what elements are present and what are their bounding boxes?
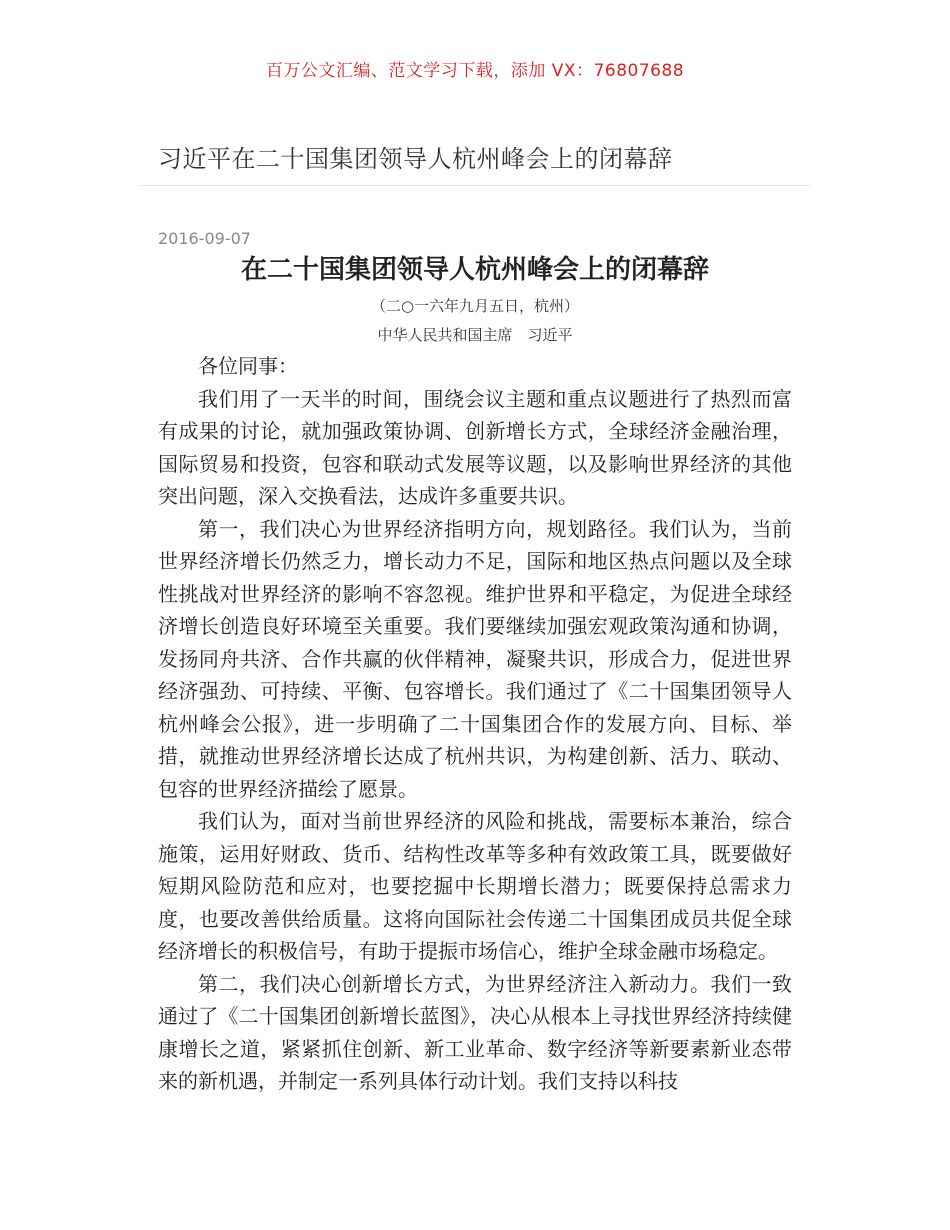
- article-body: [158, 250, 792, 1098]
- publish-date: 2016-09-07: [158, 229, 251, 248]
- page-title: 习近平在二十国集团领导人杭州峰会上的闭幕辞: [158, 145, 673, 173]
- article-headline: 在二十国集团领导人杭州峰会上的闭幕辞: [240, 255, 709, 285]
- article-dateline: （二○一六年九月五日，杭州）: [370, 297, 580, 315]
- promo-banner: 百万公文汇编、范文学习下载，添加 VX：76807688: [265, 61, 685, 81]
- paragraph: 我们用了一天半的时间，围绕会议主题和重点议题进行了热烈而富有成果的讨论，就加强政策协调、创新增长方式，全球经济金融治理，国际贸易和投资，包容和联动式发展等议题，以及影响世界经济的其他突出问题，深入交换看法，达成许多重要共识。: [158, 386, 792, 508]
- salutation: 各位同事：: [198, 354, 298, 378]
- paragraph: 我们认为，面对当前世界经济的风险和挑战，需要标本兼治，综合施策，运用好财政、货币、结构性改革等多种有效政策工具，既要做好短期风险防范和应对，也要挖掘中长期增长潜力；既要保持总需求力度，也要改善供给质量。这将向国际社会传递二十国集团成员共促全球经济增长的积极信号，有助于提振市场信心，维护全球金融市场稳定。: [158, 809, 792, 963]
- paragraph: 第二，我们决心创新增长方式，为世界经济注入新动力。我们一致通过了《二十国集团创新增长蓝图》，决心从根本上寻找世界经济持续健康增长之道，紧紧抓住创新、新工业革命、数字经济等新要素新业态带来的新机遇，并制定一系列具体行动计划。我们支持以科技: [158, 971, 792, 1093]
- title-divider: [140, 185, 810, 186]
- paragraph: 第一，我们决心为世界经济指明方向，规划路径。我们认为，当前世界经济增长仍然乏力，增长动力不足，国际和地区热点问题以及全球性挑战对世界经济的影响不容忽视。维护世界和平稳定，为促进全球经济增长创造良好环境至关重要。我们要继续加强宏观政策沟通和协调，发扬同舟共济、合作共赢的伙伴精神，凝聚共识，形成合力，促进世界经济强劲、可持续、平衡、包容增长。我们通过了《二十国集团领导人杭州峰会公报》，进一步明确了二十国集团合作的发展方向、目标、举措，就推动世界经济增长达成了杭州共识，为构建创新、活力、联动、包容的世界经济描绘了愿景。: [158, 516, 792, 801]
- article-text: [158, 350, 792, 1098]
- article-byline: 中华人民共和国主席 习近平: [377, 326, 573, 344]
